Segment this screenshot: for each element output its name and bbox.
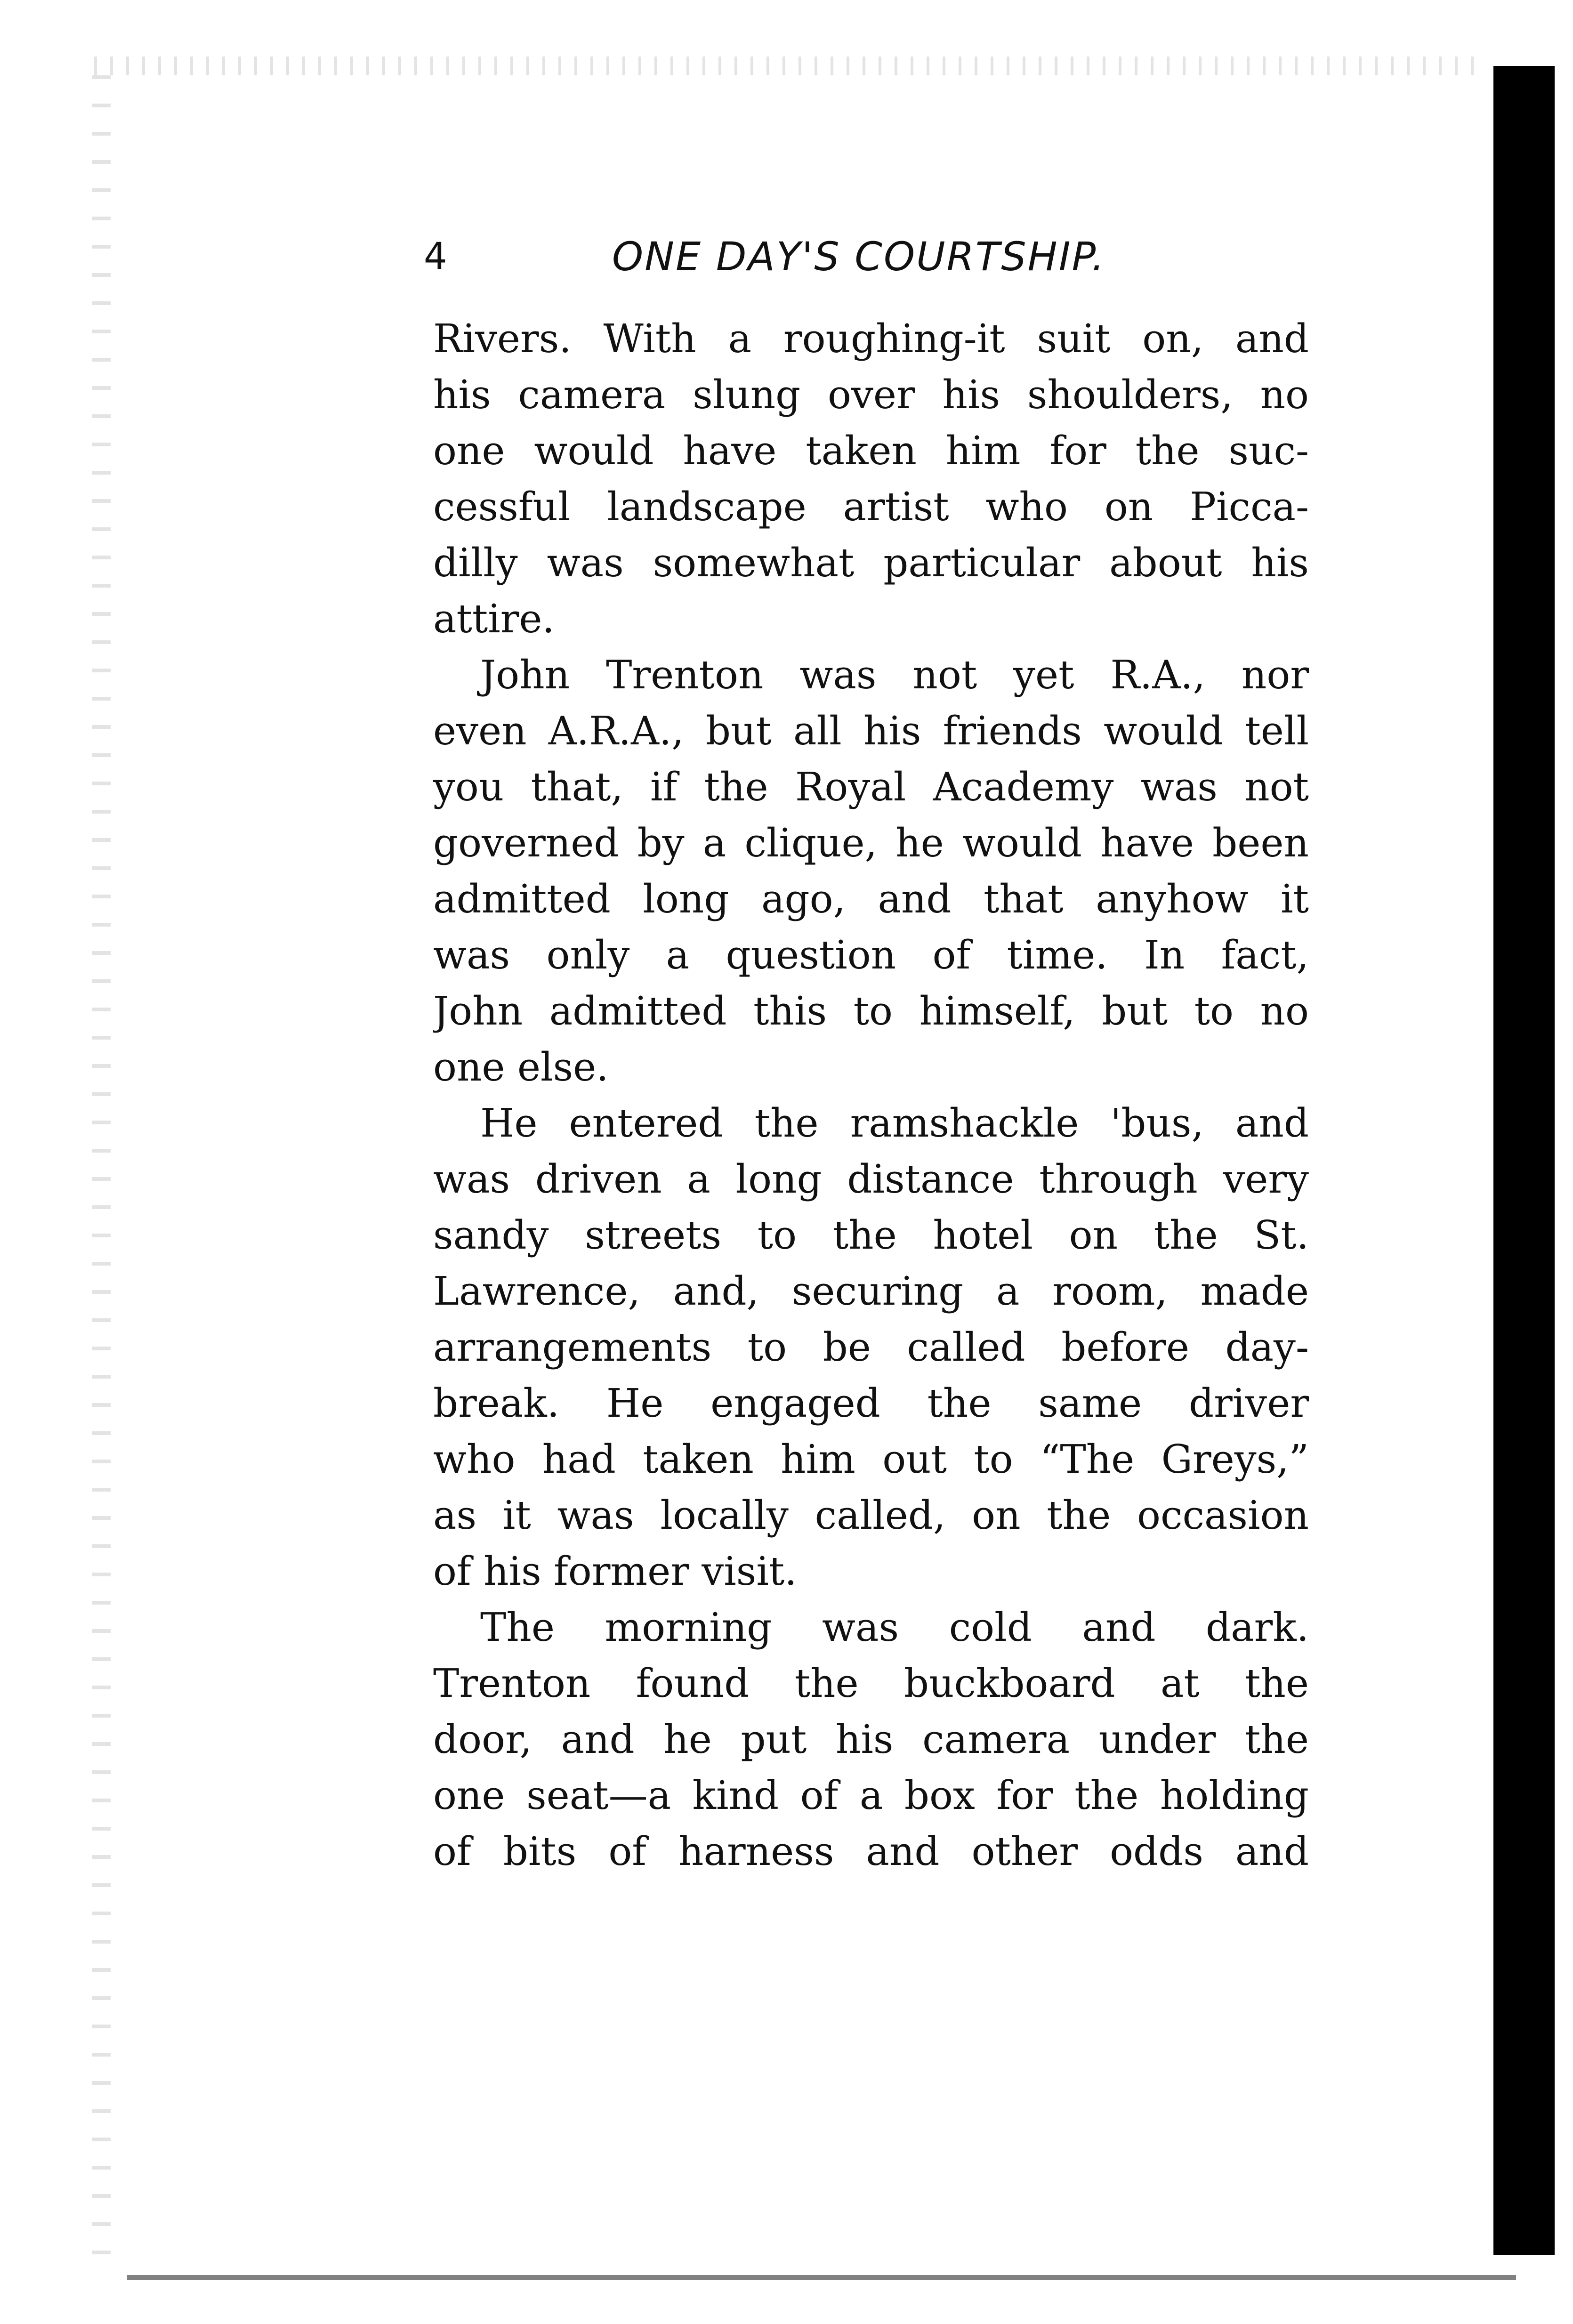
scan-speckle-top — [94, 56, 1483, 75]
text-line: arrangements to be called before day- — [433, 1324, 1309, 1370]
page-binding-shadow — [1493, 66, 1555, 2255]
text-line: admitted long ago, and that anyhow it — [433, 876, 1309, 922]
text-line: of bits of harness and other odds and — [433, 1829, 1309, 1874]
text-line: who had taken him out to “The Greys,” — [433, 1436, 1309, 1482]
text-line: Trenton found the buckboard at the — [433, 1661, 1309, 1706]
text-line: door, and he put his camera under the — [433, 1717, 1309, 1762]
text-line: dilly was somewhat particular about his — [433, 540, 1309, 586]
text-line: break. He engaged the same driver — [433, 1380, 1309, 1426]
text-line: you that, if the Royal Academy was not — [433, 764, 1309, 810]
text-line: John admitted this to himself, but to no — [433, 988, 1309, 1034]
text-line: cessful landscape artist who on Picca- — [433, 484, 1309, 530]
text-line: attire. — [433, 596, 555, 642]
scan-speckle-left — [92, 75, 111, 2265]
text-line: governed by a clique, he would have been — [433, 820, 1309, 866]
text-line: one seat—a kind of a box for the holding — [433, 1773, 1309, 1818]
running-title: ONE DAY'S COURTSHIP. — [612, 234, 1106, 280]
text-line: even A.R.A., but all his friends would tell — [433, 708, 1309, 754]
text-line: his camera slung over his shoulders, no — [433, 372, 1309, 418]
text-line: of his former visit. — [433, 1549, 797, 1594]
running-header — [424, 226, 1318, 287]
text-line: was only a question of time. In fact, — [433, 932, 1309, 978]
body-text — [433, 311, 1309, 1880]
text-line: Lawrence, and, securing a room, made — [433, 1268, 1309, 1314]
text-line: one would have taken him for the suc- — [433, 428, 1309, 474]
text-line: John Trenton was not yet R.A., nor — [480, 652, 1309, 698]
text-line: one else. — [433, 1044, 609, 1090]
text-line: as it was locally called, on the occasion — [433, 1493, 1309, 1538]
text-line: Rivers. With a roughing-it suit on, and — [433, 316, 1309, 362]
text-line: He entered the ramshackle 'bus, and — [480, 1100, 1309, 1146]
page-number: 4 — [424, 235, 447, 278]
text-line: was driven a long distance through very — [433, 1156, 1309, 1202]
text-line: sandy streets to the hotel on the St. — [433, 1212, 1309, 1258]
page-bottom-edge — [127, 2275, 1516, 2280]
text-line: The morning was cold and dark. — [480, 1605, 1309, 1650]
